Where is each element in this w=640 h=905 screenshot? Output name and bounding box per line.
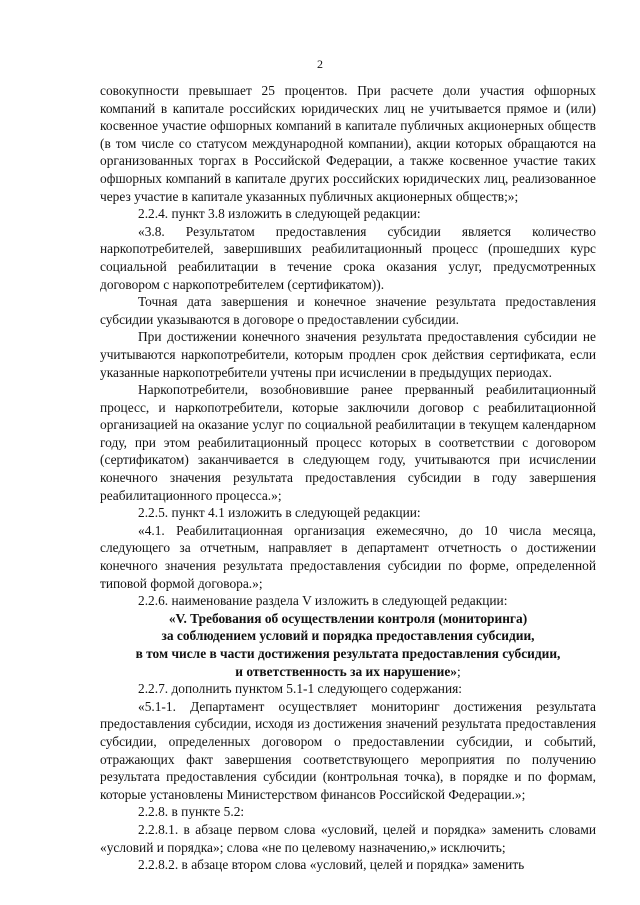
paragraph-item-2-2-6: 2.2.6. наименование раздела V изложить в следующей редакции: xyxy=(138,593,508,609)
paragraph-result-exclusion: При достижении конечного значения результата предоставления субсидии не учитываются наркопотребители, которым продлен срок действия сертификата, если указанные наркопотребители учтены при исчислении в предыдущих периодах. xyxy=(100,329,596,380)
paragraph-item-2-2-8-2: 2.2.8.2. в абзаце втором слова «условий, целей и порядка» заменить xyxy=(138,857,525,873)
paragraph-item-2-2-8-1: 2.2.8.1. в абзаце первом слова «условий, целей и порядка» заменить словами «условий и порядка»; слова «не по целевому назначению,» исключить; xyxy=(100,821,596,855)
section-heading-line: за соблюдением условий и порядка предоставления субсидии, xyxy=(161,628,535,644)
paragraph-item-2-2-5: 2.2.5. пункт 4.1 изложить в следующей редакции: xyxy=(138,505,421,521)
paragraph-clause-3-8: «3.8. Результатом предоставления субсидии является количество наркопотребителей, завершивших реабилитационный процесс (прошедших курс социальной реабилитации в течение срока оказания услуг, предусмотренных договором с наркопотребителем (сертификатом)). xyxy=(100,223,596,292)
paragraph-item-2-2-4: 2.2.4. пункт 3.8 изложить в следующей редакции: xyxy=(138,206,421,222)
paragraph-result-date: Точная дата завершения и конечное значение результата предоставления субсидии указываются в договоре о предоставлении субсидии. xyxy=(100,294,596,327)
page-number: 2 xyxy=(317,57,323,71)
section-heading-line: в том числе в части достижения результата предоставления субсидии, xyxy=(135,646,561,661)
paragraph-clause-4-1: «4.1. Реабилитационная организация ежемесячно, до 10 числа месяца, следующего за отчетным, направляет в департамент отчетность о достижении конечного значения результата предоставления субсидии по форме, определенной типовой формой договора.»; xyxy=(100,522,596,591)
section-heading-line-text: и ответственность за их нарушение» xyxy=(235,663,457,679)
section-heading-line xyxy=(100,663,596,681)
paragraph-resumed-process: Наркопотребители, возобновившие ранее прерванный реабилитационный процесс, и наркопотребители, которые заключили договор с реабилитационной организацией на оказание услуг по социальной реабилитации в текущем календарном году, при этом реабилитационный процесс которых в соответствии с договором (сертификатом) заканчивается в следующем году, учитываются при исчислении конечного значения результата предоставления субсидии в году завершения реабилитационного процесса.»; xyxy=(100,382,596,503)
section-heading-line: «V. Требования об осуществлении контроля (мониторинга) xyxy=(168,610,528,626)
paragraph-item-2-2-7: 2.2.7. дополнить пунктом 5.1-1 следующего содержания: xyxy=(138,681,462,697)
section-v-heading xyxy=(100,610,596,680)
paragraph-item-2-2-8: 2.2.8. в пункте 5.2: xyxy=(138,804,245,820)
paragraph-clause-5-1-1: «5.1-1. Департамент осуществляет мониторинг достижения результата предоставления субсидии, исходя из достижения значений результата предоставления субсидии, определенных договором о предоставлении субсидии, и событий, отражающих факт завершения соответствующего мероприятия по получению результата предоставления субсидии (контрольная точка), в порядке и по формам, которые установлены Министерством финансов Российской Федерации.»; xyxy=(100,698,596,802)
paragraph-continuation: совокупности превышает 25 процентов. При расчете доли участия офшорных компаний в капитале российских юридических лиц не учитывается прямое и (или) косвенное участие офшорных компаний в капитале публичных акционерных обществ (в том числе со статусом международной компании), акции которых обращаются на организованных торгах в Российской Федерации, а также косвенное участие таких офшорных компаний в капитале других российских юридических лиц, реализованное через участие в капитале указанных публичных акционерных обществ;»; xyxy=(100,83,596,204)
document-body xyxy=(100,82,596,874)
section-heading-semicolon: ; xyxy=(457,663,461,679)
